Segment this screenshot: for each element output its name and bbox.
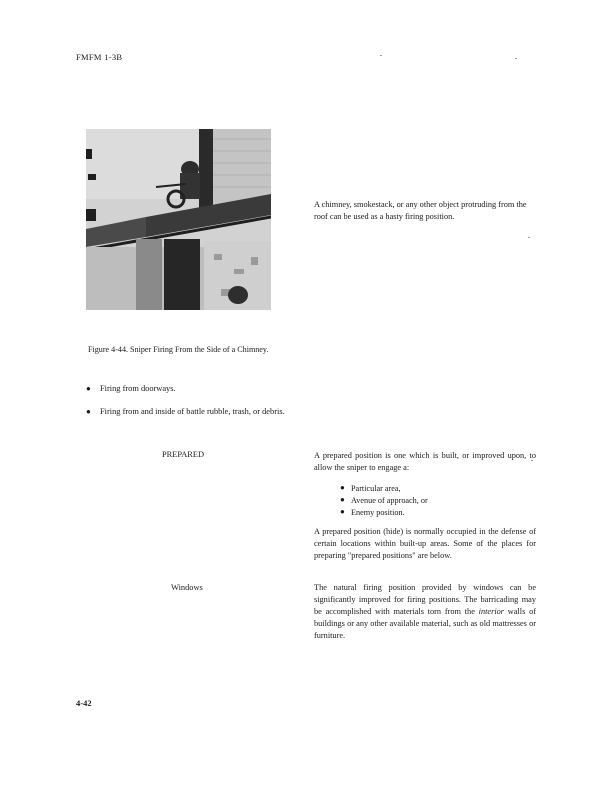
list-item [86,384,285,407]
scan-speck [528,237,530,238]
prepared-list [340,483,428,520]
figure-caption: Figure 4-44. Sniper Firing From the Side of a Chimney. [88,345,269,354]
bullet-icon: ● [86,384,91,393]
list-item [86,407,285,430]
windows-body-text-end: walls of buildings or any other available material, such as old mattresses or furniture. [314,607,536,640]
section-heading-prepared: PREPARED [162,450,205,459]
list-item-text: Enemy position. [351,508,405,518]
scan-speck [531,460,533,461]
bullet-icon: ● [86,407,91,416]
list-item-text: Particular area, [351,484,401,493]
list-item-text: Firing from and inside of battle rubble, trash, or debris. [100,407,285,416]
prepared-intro: A prepared position is one which is built, or improved upon, to allow the sniper to engage a: [314,451,536,472]
list-item [340,507,428,519]
sniper-chimney-photo [86,129,271,310]
list-item [340,483,428,495]
figure-photo [86,129,271,310]
list-item-text: Avenue of approach, or [351,496,428,506]
bullet-icon: ● [340,495,345,505]
windows-body [314,582,536,642]
prepared-body: A prepared position (hide) is normally occupied in the defense of certain locations within built-up areas. Some of the places for preparing "prepared positions" are below. [314,527,536,560]
list-item [340,495,428,507]
bullet-list [86,384,285,430]
windows-body-emphasis: interior [478,607,505,616]
scan-speck [380,55,382,56]
windows-body-text: The natural firing position provided by windows can be significantly improved for firing positions. The barricading may be accomplished with materials torn from the [314,583,536,616]
page-number: 4-42 [76,698,92,708]
running-header: FMFM 1-3B [76,52,123,62]
bullet-icon: ● [340,507,345,517]
list-item-text: Firing from doorways. [100,384,176,393]
section-heading-windows: Windows [171,583,203,592]
bullet-icon: ● [340,483,345,492]
figure-description: A chimney, smokestack, or any other object protruding from the roof can be used as a hasty firing position. [314,200,527,221]
scan-speck [515,58,517,59]
